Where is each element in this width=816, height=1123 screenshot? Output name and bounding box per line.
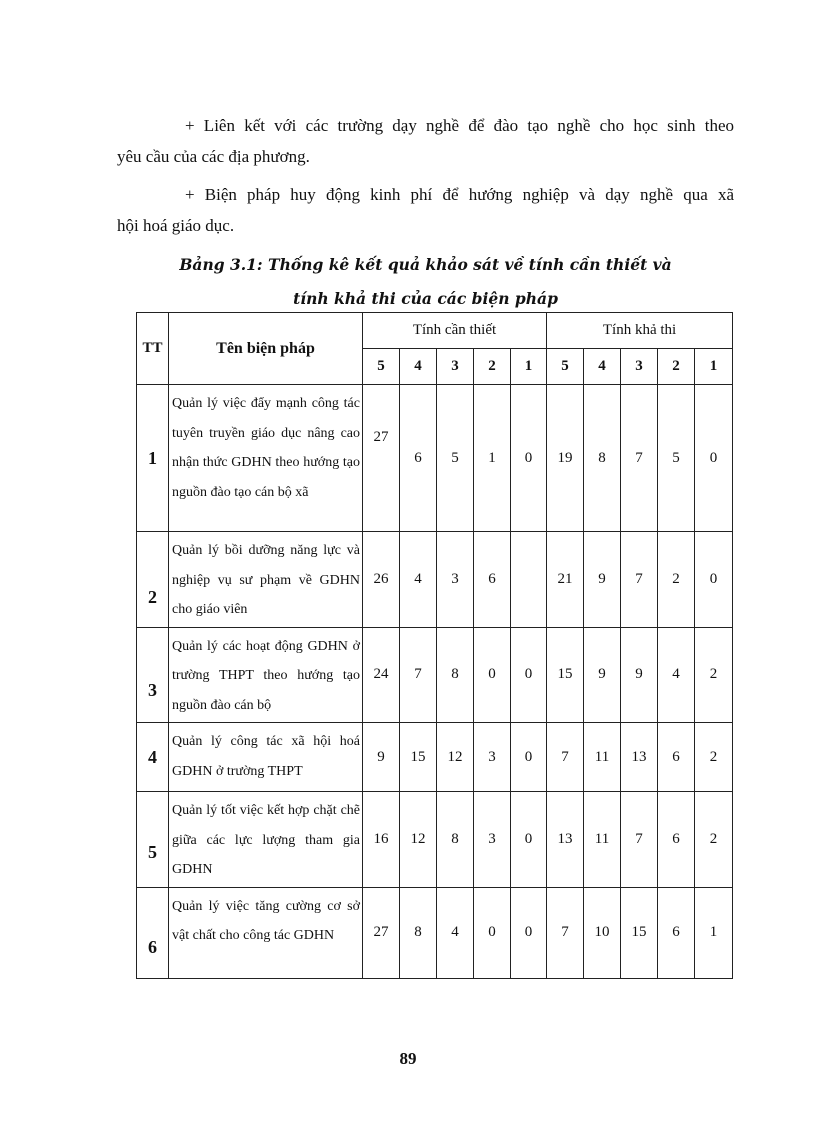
measure-name: Quản lý bồi dưỡng năng lực và nghiệp vụ sư phạm về GDHN cho giáo viên bbox=[169, 532, 363, 628]
row-number-text: 2 bbox=[148, 586, 157, 607]
value-cell: 6 bbox=[400, 385, 437, 532]
value-cell: 12 bbox=[437, 723, 474, 792]
header-score: 2 bbox=[474, 349, 511, 385]
value-cell: 4 bbox=[437, 887, 474, 978]
value-cell: 7 bbox=[400, 627, 437, 723]
value-cell: 7 bbox=[621, 385, 658, 532]
value-cell: 8 bbox=[437, 792, 474, 888]
value-cell: 7 bbox=[547, 887, 584, 978]
value-cell: 5 bbox=[658, 385, 695, 532]
table-row bbox=[137, 723, 733, 792]
row-number-text: 4 bbox=[148, 746, 157, 767]
value-cell: 0 bbox=[695, 532, 733, 628]
value-cell: 1 bbox=[695, 887, 733, 978]
measure-name: Quản lý việc đẩy mạnh công tác tuyên truyền giáo dục nâng cao nhận thức GDHN theo hướng tạo nguồn đào tạo cán bộ xã bbox=[169, 385, 363, 532]
value-cell: 8 bbox=[400, 887, 437, 978]
row-number-text: 1 bbox=[148, 447, 157, 468]
value-cell: 0 bbox=[474, 627, 511, 723]
header-score: 5 bbox=[547, 349, 584, 385]
value-cell: 3 bbox=[437, 532, 474, 628]
value-cell: 2 bbox=[695, 723, 733, 792]
header-tt: TT bbox=[137, 313, 169, 385]
value-cell: 0 bbox=[511, 887, 547, 978]
header-score: 2 bbox=[658, 349, 695, 385]
value-cell: 0 bbox=[511, 723, 547, 792]
measure-name: Quản lý tốt việc kết hợp chặt chẽ giữa các lực lượng tham gia GDHN bbox=[169, 792, 363, 888]
page-number: 89 bbox=[399, 1049, 417, 1068]
value-cell: 9 bbox=[621, 627, 658, 723]
value-cell: 11 bbox=[584, 792, 621, 888]
value-cell: 6 bbox=[474, 532, 511, 628]
value-cell: 0 bbox=[695, 385, 733, 532]
table-caption-line-1: Bảng 3.1: Thống kê kết quả khảo sát về tính cần thiết và bbox=[179, 255, 672, 274]
row-number bbox=[137, 887, 169, 978]
value-cell: 12 bbox=[400, 792, 437, 888]
value-cell: 2 bbox=[695, 627, 733, 723]
value-cell: 6 bbox=[658, 887, 695, 978]
value-cell: 16 bbox=[363, 792, 400, 888]
value-cell: 3 bbox=[474, 723, 511, 792]
value-cell: 0 bbox=[511, 792, 547, 888]
value-cell: 10 bbox=[584, 887, 621, 978]
header-measure-name: Tên biện pháp bbox=[169, 313, 363, 385]
value-cell: 4 bbox=[400, 532, 437, 628]
measure-name: Quản lý việc tăng cường cơ sở vật chất cho công tác GDHN bbox=[169, 887, 363, 978]
value-cell: 26 bbox=[363, 532, 400, 628]
value-cell: 27 bbox=[363, 385, 400, 532]
value-cell: 7 bbox=[547, 723, 584, 792]
table-row bbox=[137, 792, 733, 888]
header-score: 4 bbox=[400, 349, 437, 385]
table-row bbox=[137, 385, 733, 532]
survey-results-table bbox=[136, 312, 733, 979]
table-row bbox=[137, 532, 733, 628]
table-row bbox=[137, 887, 733, 978]
value-cell: 13 bbox=[621, 723, 658, 792]
row-number bbox=[137, 385, 169, 532]
header-necessity: Tính cần thiết bbox=[363, 313, 547, 349]
value-cell: 21 bbox=[547, 532, 584, 628]
paragraph-2-line-2: hội hoá giáo dục. bbox=[117, 216, 235, 235]
value-cell: 9 bbox=[363, 723, 400, 792]
value-cell: 19 bbox=[547, 385, 584, 532]
row-number bbox=[137, 792, 169, 888]
measure-name: Quản lý các hoạt động GDHN ở trường THPT theo hướng tạo nguồn đào cán bộ bbox=[169, 627, 363, 723]
value-cell: 24 bbox=[363, 627, 400, 723]
value-cell: 8 bbox=[584, 385, 621, 532]
value-cell: 11 bbox=[584, 723, 621, 792]
value-cell: 0 bbox=[511, 627, 547, 723]
row-number-text: 6 bbox=[148, 937, 157, 957]
value-cell: 6 bbox=[658, 723, 695, 792]
table-row bbox=[137, 627, 733, 723]
value-cell: 0 bbox=[474, 887, 511, 978]
header-score: 3 bbox=[621, 349, 658, 385]
value-cell: 9 bbox=[584, 627, 621, 723]
paragraph-1 bbox=[117, 110, 734, 172]
value-cell: 8 bbox=[437, 627, 474, 723]
value-cell bbox=[511, 532, 547, 628]
paragraph-2 bbox=[117, 179, 734, 241]
value-cell: 0 bbox=[511, 385, 547, 532]
value-cell: 6 bbox=[658, 792, 695, 888]
row-number-text: 5 bbox=[148, 841, 157, 862]
header-score: 1 bbox=[695, 349, 733, 385]
paragraph-1-line-2: yêu cầu của các địa phương. bbox=[117, 147, 310, 166]
value-cell: 13 bbox=[547, 792, 584, 888]
value-cell: 2 bbox=[658, 532, 695, 628]
table-caption-line-2: tính khả thi của các biện pháp bbox=[293, 289, 558, 308]
row-number bbox=[137, 627, 169, 723]
value-cell: 3 bbox=[474, 792, 511, 888]
value-cell: 2 bbox=[695, 792, 733, 888]
value-cell: 15 bbox=[621, 887, 658, 978]
row-number bbox=[137, 532, 169, 628]
row-number bbox=[137, 723, 169, 792]
header-score: 5 bbox=[363, 349, 400, 385]
header-feasibility: Tính khả thi bbox=[547, 313, 733, 349]
value-cell: 1 bbox=[474, 385, 511, 532]
value-cell: 15 bbox=[400, 723, 437, 792]
value-cell: 5 bbox=[437, 385, 474, 532]
paragraph-2-line-1: + Biện pháp huy động kinh phí để hướng nghiệp và dạy nghề qua xã bbox=[185, 185, 734, 204]
measure-name: Quản lý công tác xã hội hoá GDHN ở trường THPT bbox=[169, 723, 363, 792]
row-number-text: 3 bbox=[148, 680, 157, 701]
header-score: 1 bbox=[511, 349, 547, 385]
header-score: 3 bbox=[437, 349, 474, 385]
table-header-row-1 bbox=[137, 313, 733, 349]
value-cell: 7 bbox=[621, 792, 658, 888]
value-cell: 27 bbox=[363, 887, 400, 978]
header-score: 4 bbox=[584, 349, 621, 385]
value-cell: 9 bbox=[584, 532, 621, 628]
value-cell: 7 bbox=[621, 532, 658, 628]
value-cell: 15 bbox=[547, 627, 584, 723]
paragraph-1-line-1: + Liên kết với các trường dạy nghề để đào tạo nghề cho học sinh theo bbox=[185, 116, 734, 135]
value-cell: 4 bbox=[658, 627, 695, 723]
